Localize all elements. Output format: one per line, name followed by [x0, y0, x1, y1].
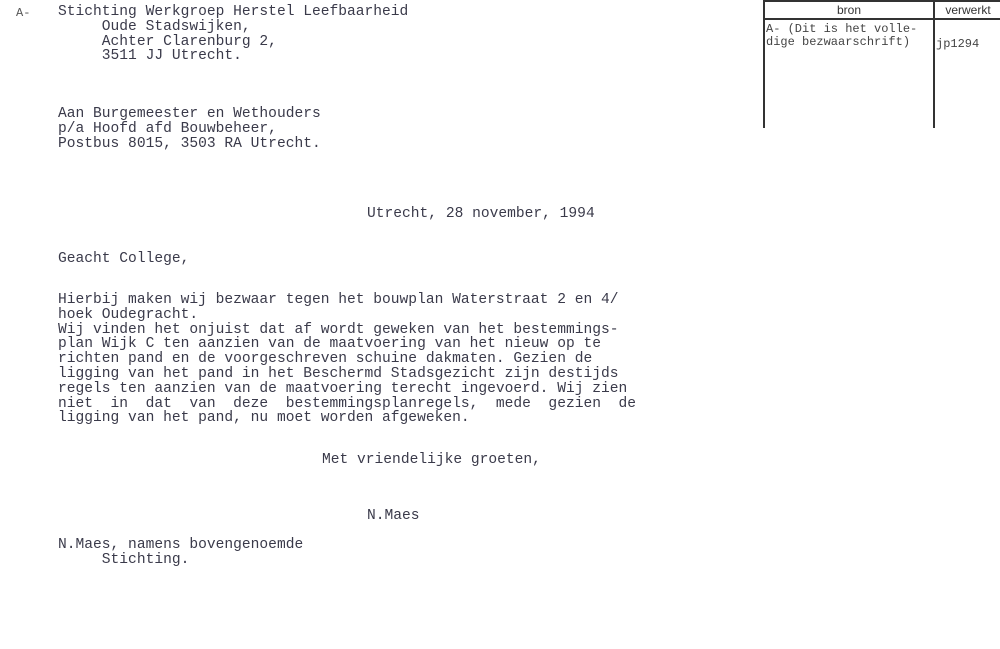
table-border [763, 18, 1000, 20]
verwerkt-cell: jp1294 [936, 37, 980, 51]
table-border [763, 0, 1000, 2]
sender-line: Oude Stadswijken, [58, 18, 251, 35]
signoff-line: N.Maes, namens bovengenoemde [58, 537, 304, 553]
table-border [763, 0, 765, 128]
recipient-address [58, 107, 321, 151]
sender-line: Stichting Werkgroep Herstel Leefbaarheid [58, 4, 409, 20]
body-line: niet in dat van deze bestemmingsplanregels, mede gezien de [58, 395, 637, 412]
bron-line: dige bezwaarschrift) [766, 35, 911, 49]
body-line: plan Wijk C ten aanzien van de maatvoering van het nieuw op te [58, 336, 601, 353]
body-line: ligging van het pand, nu moet worden afgeweken. [58, 410, 470, 427]
closing: Met vriendelijke groeten, [322, 452, 541, 468]
recipient-line: Aan Burgemeester en Wethouders [58, 106, 321, 122]
salutation: Geacht College, [58, 251, 190, 267]
letter-body [58, 293, 636, 426]
table-border [933, 0, 935, 128]
bron-line: A- (Dit is het volle- [766, 22, 918, 36]
body-line: Hierbij maken wij bezwaar tegen het bouwplan Waterstraat 2 en 4/ [58, 292, 619, 308]
header-verwerkt: verwerkt [945, 3, 991, 17]
header-bron: bron [836, 3, 862, 17]
body-line: Wij vinden het onjuist dat af wordt geweken van het bestemmings- [58, 321, 619, 338]
signoff-line: Stichting. [58, 551, 190, 568]
sender-line: 3511 JJ Utrecht. [58, 48, 242, 65]
sender-address [58, 5, 408, 64]
signoff [58, 538, 303, 568]
signature: N.Maes [367, 508, 420, 524]
date-line: Utrecht, 28 november, 1994 [367, 206, 595, 222]
body-line: ligging van het pand in het Beschermd Stadsgezicht zijn destijds [58, 365, 619, 382]
sender-line: Achter Clarenburg 2, [58, 33, 277, 50]
bron-cell [766, 23, 917, 49]
recipient-line: p/a Hoofd afd Bouwbeheer, [58, 120, 277, 137]
body-line: richten pand en de voorgeschreven schuine dakmaten. Gezien de [58, 351, 593, 368]
source-table [763, 0, 1000, 128]
body-line: hoek Oudegracht. [58, 306, 199, 323]
body-line: regels ten aanzien van de maatvoering terecht ingevoerd. Wij zien [58, 380, 628, 397]
margin-mark: A- [16, 6, 31, 20]
recipient-line: Postbus 8015, 3503 RA Utrecht. [58, 135, 321, 152]
